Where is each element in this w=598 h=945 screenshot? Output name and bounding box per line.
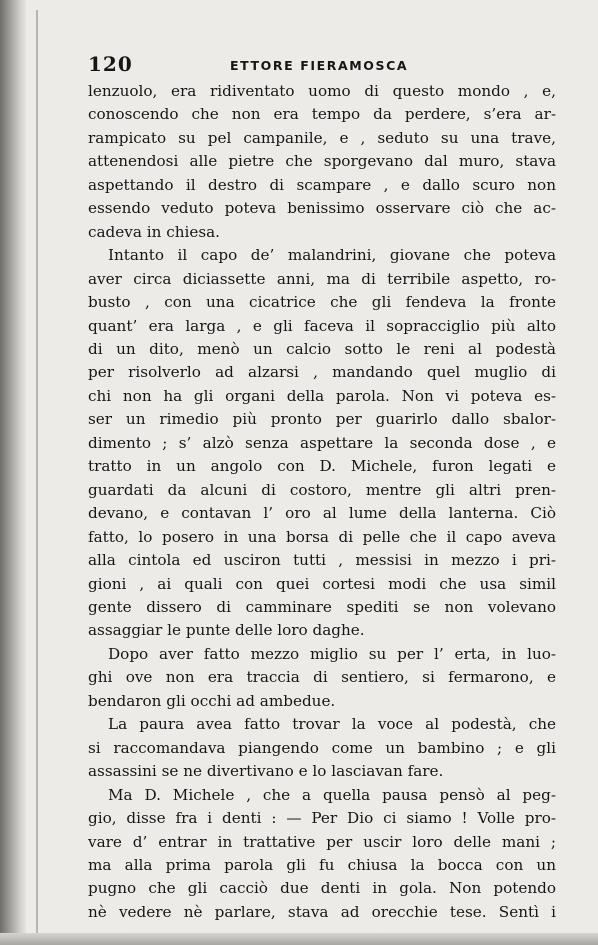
text-line: si raccomandava piangendo come un bambino ; e gli bbox=[88, 738, 556, 757]
text-line: attenendosi alle pietre che sporgevano dal muro, stava bbox=[88, 152, 556, 171]
text-line: chi non ha gli organi della parola. Non vi poteva es- bbox=[88, 386, 556, 405]
text-line: tratto in un angolo con D. Michele, furon legati e bbox=[88, 457, 556, 476]
gutter-line bbox=[36, 10, 38, 935]
text-line: conoscendo che non era tempo da perdere, s’era ar- bbox=[88, 105, 556, 124]
text-line: assaggiar le punte delle loro daghe. bbox=[88, 621, 365, 640]
page-bottom-edge bbox=[0, 933, 598, 945]
body-text bbox=[88, 80, 556, 924]
text-line: aspettando il destro di scampare , e dallo scuro non bbox=[88, 175, 556, 194]
text-line: bendaron gli occhi ad ambedue. bbox=[88, 691, 336, 710]
text-line: La paura avea fatto trovar la voce al podestà, che bbox=[108, 715, 556, 734]
text-line: Intanto il capo de’ malandrini, giovane che poteva bbox=[108, 246, 556, 265]
text-line: cadeva in chiesa. bbox=[88, 222, 221, 241]
text-line: assassini se ne divertivano e lo lasciavan fare. bbox=[88, 762, 444, 781]
text-line: per risolverlo ad alzarsi , mandando quel muglio di bbox=[88, 363, 556, 382]
text-line: essendo veduto poteva benissimo osservare ciò che ac- bbox=[88, 199, 556, 218]
text-line: gioni , ai quali con quei cortesi modi che usa simil bbox=[88, 574, 556, 593]
text-line: pugno che gli cacciò due denti in gola. Non potendo bbox=[88, 879, 556, 898]
text-line: ser un rimedio più pronto per guarirlo dallo sbalor- bbox=[88, 410, 556, 429]
text-line: Ma D. Michele , che a quella pausa pensò al peg- bbox=[108, 785, 556, 804]
page-header bbox=[88, 52, 568, 78]
text-line: ma alla prima parola gli fu chiusa la bocca con un bbox=[88, 855, 556, 874]
text-line: nè vedere nè parlare, stava ad orecchie tese. Sentì i bbox=[88, 902, 556, 921]
text-line: vare d’ entrar in trattative per uscir loro delle mani ; bbox=[88, 832, 556, 851]
text-line: dimento ; s’ alzò senza aspettare la seconda dose , e bbox=[88, 433, 556, 452]
text-line: guardati da alcuni di costoro, mentre gli altri pren- bbox=[88, 480, 556, 499]
text-line: rampicato su pel campanile, e , seduto su una trave, bbox=[88, 128, 556, 147]
text-line: fatto, lo posero in una borsa di pelle che il capo aveva bbox=[88, 527, 556, 546]
text-line: Dopo aver fatto mezzo miglio su per l’ erta, in luo- bbox=[108, 644, 556, 663]
text-line: alla cintola ed usciron tutti , messisi in mezzo i pri- bbox=[88, 551, 556, 570]
text-line: busto , con una cicatrice che gli fendeva la fronte bbox=[88, 293, 556, 312]
text-line: gio, disse fra i denti : — Per Dio ci siamo ! Volle pro- bbox=[88, 809, 556, 828]
book-spine-shadow bbox=[0, 0, 26, 945]
text-line: gente dissero di camminare spediti se non volevano bbox=[88, 597, 556, 616]
text-line: quant’ era larga , e gli faceva il sopracciglio più alto bbox=[88, 316, 556, 335]
running-title: ETTORE FIERAMOSCA bbox=[230, 58, 409, 73]
text-line: aver circa diciassette anni, ma di terribile aspetto, ro- bbox=[88, 269, 556, 288]
text-line: di un dito, menò un calcio sotto le reni al podestà bbox=[88, 339, 556, 358]
text-line: lenzuolo, era ridiventato uomo di questo mondo , e, bbox=[88, 82, 556, 100]
text-line: ghi ove non era traccia di sentiero, si fermarono, e bbox=[88, 668, 556, 687]
page-number: 120 bbox=[88, 52, 133, 76]
text-line: devano, e contavan l’ oro al lume della lanterna. Ciò bbox=[88, 504, 556, 523]
